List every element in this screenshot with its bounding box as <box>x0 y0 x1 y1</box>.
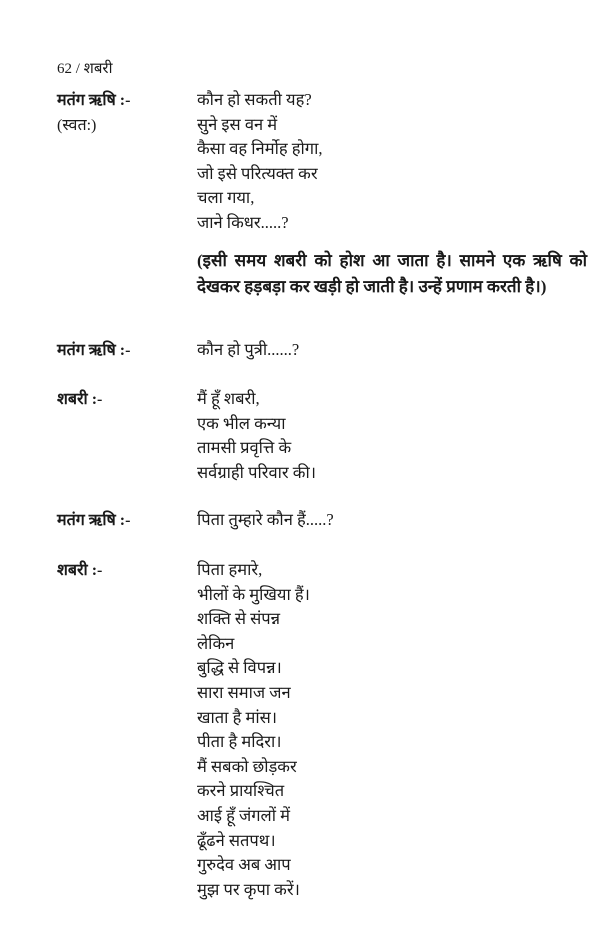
dialogue-line: मैं हूँ शबरी, <box>197 389 260 408</box>
dialogue-line: आई हूँ जंगलों में <box>197 805 290 825</box>
speaker-label: शबरी :- <box>57 562 103 579</box>
dialogue-line: सुने इस वन में <box>197 114 278 134</box>
dialogue-line: चला गया, <box>197 188 255 208</box>
dialogue-line: मैं सबको छोड़कर <box>197 756 297 776</box>
dialogue-line: पिता हमारे, <box>197 560 263 579</box>
dialogue-lines <box>197 508 334 533</box>
page-number: 62 <box>57 61 72 77</box>
dialogue-line: जाने किधर.....? <box>197 212 289 232</box>
dialogue-line: सारा समाज जन <box>197 682 291 702</box>
page-header <box>57 58 112 78</box>
speaker-label: शबरी :- <box>57 391 103 408</box>
dialogue-lines <box>197 387 316 485</box>
dialogue-line: कौन हो सकती यह? <box>197 90 312 109</box>
header-separator: / <box>75 61 80 77</box>
dialogue-line: भीलों के मुखिया हैं। <box>197 584 310 604</box>
speaker-label: मतंग ऋषि :- <box>57 92 131 109</box>
dialogue-line: बुद्धि से विपन्न। <box>197 658 282 678</box>
dialogue-line: कैसा वह निर्मोह होगा, <box>197 139 323 159</box>
dialogue-line: मुझ पर कृपा करें। <box>197 879 300 899</box>
speaker-note: (स्वत:) <box>57 117 97 134</box>
dialogue-line: लेकिन <box>197 633 235 653</box>
book-title: शबरी <box>83 61 113 77</box>
dialogue-lines <box>197 88 322 236</box>
dialogue-line: शक्ति से संपन्न <box>197 609 281 629</box>
dialogue-lines <box>197 558 310 902</box>
dialogue-line: पिता तुम्हारे कौन हैं.....? <box>197 510 334 529</box>
dialogue-line: जो इसे परित्यक्त कर <box>197 163 318 183</box>
dialogue-line: कौन हो पुत्री......? <box>197 340 300 359</box>
dialogue-line: गुरुदेव अब आप <box>197 855 291 875</box>
dialogue-line: पीता है मदिरा। <box>197 732 282 752</box>
stage-direction: (इसी समय शबरी को होश आ जाता है। सामने एक ऋषि को देखकर हड़बड़ा कर खड़ी हो जाती है। उन्हें प्रणाम करती है।) <box>197 251 587 296</box>
dialogue-line: एक भील कन्या <box>197 413 286 433</box>
speaker-label: मतंग ऋषि :- <box>57 342 131 359</box>
dialogue-lines <box>197 338 299 363</box>
dialogue-line: करने प्रायश्चित <box>197 781 285 801</box>
dialogue-line: सर्वग्राही परिवार की। <box>197 462 316 482</box>
dialogue-line: ढूँढने सतपथ। <box>197 830 276 850</box>
speaker-label: मतंग ऋषि :- <box>57 512 131 529</box>
dialogue-line: तामसी प्रवृत्ति के <box>197 438 292 458</box>
dialogue-line: खाता है मांस। <box>197 707 278 727</box>
